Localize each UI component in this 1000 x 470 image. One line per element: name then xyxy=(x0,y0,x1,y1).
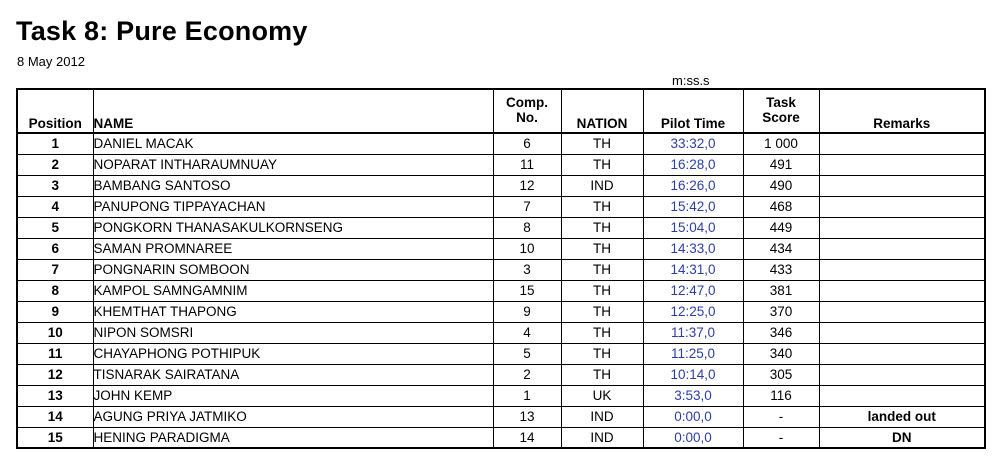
cell-name: NIPON SOMSRI xyxy=(93,322,493,343)
cell-remarks xyxy=(819,322,985,343)
cell-name: SAMAN PROMNAREE xyxy=(93,238,493,259)
cell-nation: TH xyxy=(561,343,643,364)
cell-task-score: 340 xyxy=(743,343,819,364)
cell-position: 11 xyxy=(17,343,93,364)
cell-nation: TH xyxy=(561,217,643,238)
table-row xyxy=(17,322,985,343)
cell-nation: TH xyxy=(561,238,643,259)
cell-remarks xyxy=(819,259,985,280)
cell-task-score: 116 xyxy=(743,385,819,406)
table-row xyxy=(17,427,985,448)
column-header-comp-no xyxy=(493,89,561,133)
cell-position: 13 xyxy=(17,385,93,406)
table-body xyxy=(17,133,985,448)
table-row xyxy=(17,385,985,406)
cell-pilot-time: 11:25,0 xyxy=(643,343,743,364)
cell-comp-no: 13 xyxy=(493,406,561,427)
cell-remarks xyxy=(819,343,985,364)
column-header-nation: NATION xyxy=(561,89,643,133)
cell-position: 15 xyxy=(17,427,93,448)
cell-name: PANUPONG TIPPAYACHAN xyxy=(93,196,493,217)
cell-comp-no: 2 xyxy=(493,364,561,385)
cell-comp-no: 12 xyxy=(493,175,561,196)
cell-nation: TH xyxy=(561,322,643,343)
cell-comp-no: 3 xyxy=(493,259,561,280)
cell-remarks xyxy=(819,154,985,175)
cell-nation: TH xyxy=(561,364,643,385)
cell-position: 5 xyxy=(17,217,93,238)
cell-comp-no: 1 xyxy=(493,385,561,406)
cell-task-score: 1 000 xyxy=(743,133,819,154)
cell-comp-no: 6 xyxy=(493,133,561,154)
cell-pilot-time: 14:31,0 xyxy=(643,259,743,280)
cell-task-score: - xyxy=(743,427,819,448)
cell-nation: IND xyxy=(561,427,643,448)
cell-pilot-time: 11:37,0 xyxy=(643,322,743,343)
cell-position: 4 xyxy=(17,196,93,217)
cell-remarks xyxy=(819,133,985,154)
column-header-position: Position xyxy=(17,89,93,133)
table-row xyxy=(17,217,985,238)
cell-pilot-time: 16:28,0 xyxy=(643,154,743,175)
cell-name: PONGNARIN SOMBOON xyxy=(93,259,493,280)
cell-pilot-time: 3:53,0 xyxy=(643,385,743,406)
column-header-task-score-line2: Score xyxy=(762,110,800,125)
cell-remarks xyxy=(819,196,985,217)
page-title: Task 8: Pure Economy xyxy=(16,16,308,46)
column-header-remarks: Remarks xyxy=(819,89,985,133)
cell-comp-no: 9 xyxy=(493,301,561,322)
cell-remarks xyxy=(819,238,985,259)
cell-task-score: 449 xyxy=(743,217,819,238)
cell-nation: TH xyxy=(561,196,643,217)
column-header-task-score-line1: Task xyxy=(766,95,796,111)
column-header-comp-no-line1: Comp. xyxy=(506,95,548,111)
column-header-pilot-time: Pilot Time xyxy=(643,89,743,133)
column-header-name: NAME xyxy=(93,89,493,133)
cell-task-score: - xyxy=(743,406,819,427)
cell-nation: TH xyxy=(561,301,643,322)
cell-remarks: landed out xyxy=(819,406,985,427)
time-unit-note: m:ss.s xyxy=(672,73,710,88)
cell-position: 12 xyxy=(17,364,93,385)
cell-position: 7 xyxy=(17,259,93,280)
cell-position: 8 xyxy=(17,280,93,301)
cell-pilot-time: 12:25,0 xyxy=(643,301,743,322)
cell-nation: UK xyxy=(561,385,643,406)
table-row xyxy=(17,343,985,364)
cell-nation: IND xyxy=(561,175,643,196)
cell-remarks xyxy=(819,364,985,385)
table-row xyxy=(17,259,985,280)
table-head xyxy=(17,89,985,133)
cell-name: TISNARAK SAIRATANA xyxy=(93,364,493,385)
cell-comp-no: 7 xyxy=(493,196,561,217)
cell-position: 9 xyxy=(17,301,93,322)
cell-position: 14 xyxy=(17,406,93,427)
cell-name: CHAYAPHONG POTHIPUK xyxy=(93,343,493,364)
cell-pilot-time: 16:26,0 xyxy=(643,175,743,196)
cell-name: AGUNG PRIYA JATMIKO xyxy=(93,406,493,427)
cell-nation: TH xyxy=(561,133,643,154)
results-table xyxy=(16,88,986,449)
cell-nation: TH xyxy=(561,154,643,175)
table-header-row xyxy=(17,89,985,133)
cell-nation: IND xyxy=(561,406,643,427)
cell-remarks: DN xyxy=(819,427,985,448)
cell-nation: TH xyxy=(561,280,643,301)
cell-name: JOHN KEMP xyxy=(93,385,493,406)
cell-task-score: 305 xyxy=(743,364,819,385)
cell-pilot-time: 12:47,0 xyxy=(643,280,743,301)
table-row xyxy=(17,196,985,217)
cell-comp-no: 5 xyxy=(493,343,561,364)
cell-position: 1 xyxy=(17,133,93,154)
column-header-task-score xyxy=(743,89,819,133)
cell-task-score: 434 xyxy=(743,238,819,259)
table-row xyxy=(17,238,985,259)
cell-pilot-time: 0:00,0 xyxy=(643,427,743,448)
cell-pilot-time: 0:00,0 xyxy=(643,406,743,427)
cell-task-score: 346 xyxy=(743,322,819,343)
cell-pilot-time: 10:14,0 xyxy=(643,364,743,385)
cell-name: KHEMTHAT THAPONG xyxy=(93,301,493,322)
cell-nation: TH xyxy=(561,259,643,280)
results-table-wrapper xyxy=(16,88,984,449)
cell-remarks xyxy=(819,301,985,322)
cell-name: NOPARAT INTHARAUMNUAY xyxy=(93,154,493,175)
cell-task-score: 370 xyxy=(743,301,819,322)
cell-task-score: 491 xyxy=(743,154,819,175)
cell-remarks xyxy=(819,385,985,406)
cell-task-score: 381 xyxy=(743,280,819,301)
cell-task-score: 490 xyxy=(743,175,819,196)
cell-task-score: 468 xyxy=(743,196,819,217)
cell-position: 10 xyxy=(17,322,93,343)
cell-remarks xyxy=(819,280,985,301)
cell-name: DANIEL MACAK xyxy=(93,133,493,154)
cell-comp-no: 11 xyxy=(493,154,561,175)
cell-pilot-time: 15:42,0 xyxy=(643,196,743,217)
cell-comp-no: 8 xyxy=(493,217,561,238)
cell-comp-no: 10 xyxy=(493,238,561,259)
table-row xyxy=(17,301,985,322)
cell-position: 3 xyxy=(17,175,93,196)
cell-position: 2 xyxy=(17,154,93,175)
cell-position: 6 xyxy=(17,238,93,259)
cell-name: HENING PARADIGMA xyxy=(93,427,493,448)
cell-remarks xyxy=(819,217,985,238)
cell-name: KAMPOL SAMNGAMNIM xyxy=(93,280,493,301)
page-date: 8 May 2012 xyxy=(17,54,85,69)
cell-pilot-time: 15:04,0 xyxy=(643,217,743,238)
cell-comp-no: 4 xyxy=(493,322,561,343)
cell-task-score: 433 xyxy=(743,259,819,280)
column-header-comp-no-line2: No. xyxy=(516,110,538,125)
table-row xyxy=(17,406,985,427)
cell-comp-no: 15 xyxy=(493,280,561,301)
table-row xyxy=(17,175,985,196)
table-row xyxy=(17,364,985,385)
cell-comp-no: 14 xyxy=(493,427,561,448)
table-row xyxy=(17,280,985,301)
cell-name: PONGKORN THANASAKULKORNSENG xyxy=(93,217,493,238)
cell-name: BAMBANG SANTOSO xyxy=(93,175,493,196)
cell-pilot-time: 14:33,0 xyxy=(643,238,743,259)
table-row xyxy=(17,154,985,175)
table-row xyxy=(17,133,985,154)
cell-remarks xyxy=(819,175,985,196)
cell-pilot-time: 33:32,0 xyxy=(643,133,743,154)
